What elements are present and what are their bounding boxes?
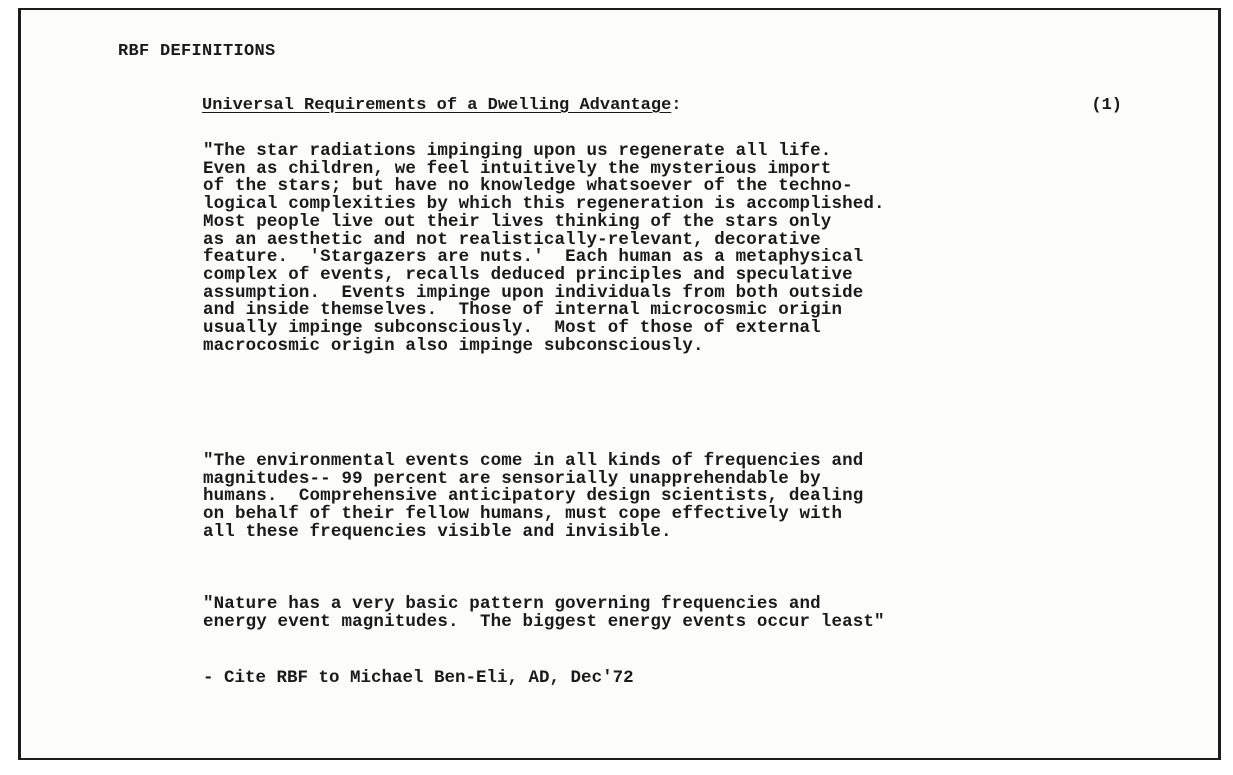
citation: - Cite RBF to Michael Ben-Eli, AD, Dec'72 bbox=[203, 668, 634, 688]
subtitle-colon: : bbox=[671, 96, 682, 115]
subtitle-row bbox=[202, 96, 1122, 115]
section-subtitle: Universal Requirements of a Dwelling Advantage bbox=[202, 96, 672, 115]
definition-card bbox=[18, 8, 1221, 760]
page-number: (1) bbox=[1091, 96, 1122, 115]
quote-paragraph-1: "The star radiations impinging upon us regenerate all life. Even as children, we feel intuitively the mysterious import of the stars; but have no knowledge whatsoever of the techno- logical complexities by which this regeneration is accomplished. Most people live out their lives thinking of the stars only as an aesthetic and not realistically-relevant, decorative feature. 'Stargazers are nuts.' Each human as a metaphysical complex of events, recalls deduced principles and speculative assumption. Events impinge upon individuals from both outside and inside themselves. Those of internal microcosmic origin usually impinge subconsciously. Most of those of external macrocosmic origin also impinge subconsciously. bbox=[203, 141, 885, 356]
quote-paragraph-2: "The environmental events come in all kinds of frequencies and magnitudes-- 99 percent are sensorially unapprehendable by humans. Comprehensive anticipatory design scientists, dealing on behalf of their fellow humans, must cope effectively with all these frequencies visible and invisible. bbox=[203, 451, 864, 542]
page-header: RBF DEFINITIONS bbox=[118, 42, 276, 61]
quote-paragraph-3: "Nature has a very basic pattern governing frequencies and energy event magnitudes. The biggest energy events occur least" bbox=[203, 594, 885, 632]
